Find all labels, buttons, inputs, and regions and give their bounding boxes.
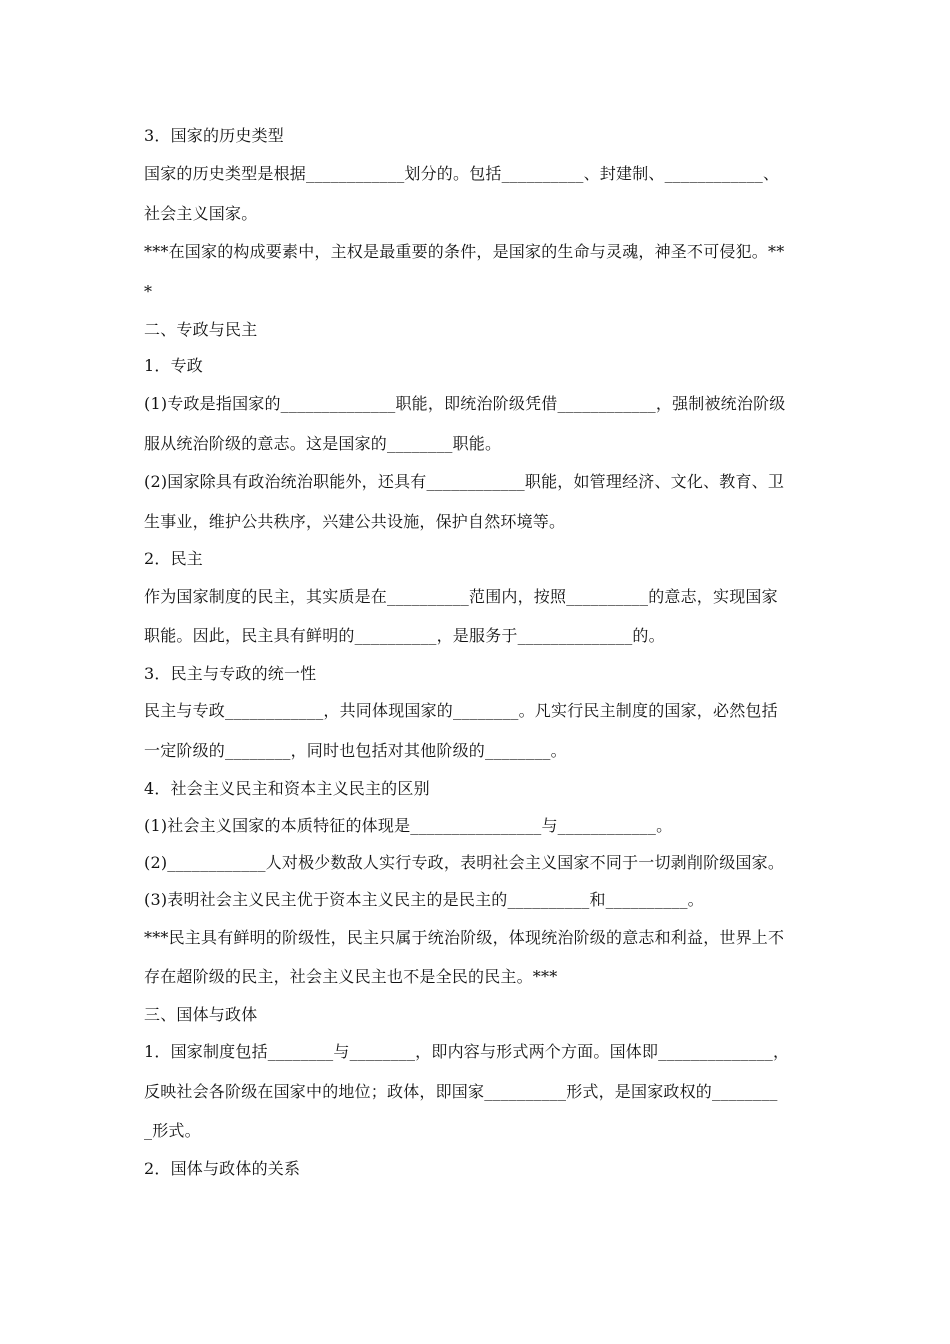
subheading-dictatorship: 1．专政 — [144, 356, 203, 375]
paragraph-line: (2)____________人对极少数敌人实行专政，表明社会主义国家不同于一切剥削阶级国家。 — [144, 853, 785, 872]
paragraph-line: 作为国家制度的民主，其实质是在__________范围内，按照__________的意志，实现国家 — [144, 587, 778, 606]
paragraph-line: 生事业，维护公共秩序，兴建公共设施，保护自然环境等。 — [144, 512, 566, 531]
paragraph-line: (1)社会主义国家的本质特征的体现是________________与____________。 — [144, 816, 673, 835]
paragraph-line: 一定阶级的________，同时也包括对其他阶级的________。 — [144, 741, 567, 760]
paragraph-line: 国家的历史类型是根据____________划分的。包括__________、封建制、____________、 — [144, 164, 780, 183]
subheading-relationship: 2．国体与政体的关系 — [144, 1159, 301, 1178]
note-line: ***民主具有鲜明的阶级性，民主只属于统治阶级，体现统治阶级的意志和利益，世界上不 — [144, 928, 785, 947]
note-line: * — [144, 282, 153, 301]
note-line: 存在超阶级的民主，社会主义民主也不是全民的民主。*** — [144, 967, 558, 986]
subheading-unity: 3．民主与专政的统一性 — [144, 664, 317, 683]
paragraph-line: (3)表明社会主义民主优于资本主义民主的是民主的__________和__________。 — [144, 890, 704, 909]
paragraph-line: 民主与专政____________，共同体现国家的________。凡实行民主制度的国家，必然包括 — [144, 701, 778, 720]
paragraph-line: 职能。因此，民主具有鲜明的__________，是服务于______________的。 — [144, 626, 665, 645]
paragraph-line: (1)专政是指国家的______________职能，即统治阶级凭借____________，强制被统治阶级 — [144, 394, 786, 413]
section-heading-state-form: 三、国体与政体 — [144, 1005, 258, 1024]
note-line: ***在国家的构成要素中，主权是最重要的条件，是国家的生命与灵魂，神圣不可侵犯。** — [144, 242, 785, 261]
paragraph-line: 1．国家制度包括________与________，即内容与形式两个方面。国体即______________， — [144, 1042, 790, 1061]
paragraph-line: 反映社会各阶级在国家中的地位；政体，即国家__________形式，是国家政权的________ — [144, 1082, 778, 1101]
paragraph-line: 社会主义国家。 — [144, 204, 258, 223]
section-heading-dictatorship-democracy: 二、专政与民主 — [144, 320, 258, 339]
subheading-differences: 4．社会主义民主和资本主义民主的区别 — [144, 779, 430, 798]
paragraph-line: 服从统治阶级的意志。这是国家的________职能。 — [144, 434, 502, 453]
heading-historical-types: 3．国家的历史类型 — [144, 126, 284, 145]
paragraph-line: _形式。 — [144, 1121, 201, 1140]
paragraph-line: (2)国家除具有政治统治职能外，还具有____________职能，如管理经济、文化、教育、卫 — [144, 472, 785, 491]
subheading-democracy: 2．民主 — [144, 549, 203, 568]
